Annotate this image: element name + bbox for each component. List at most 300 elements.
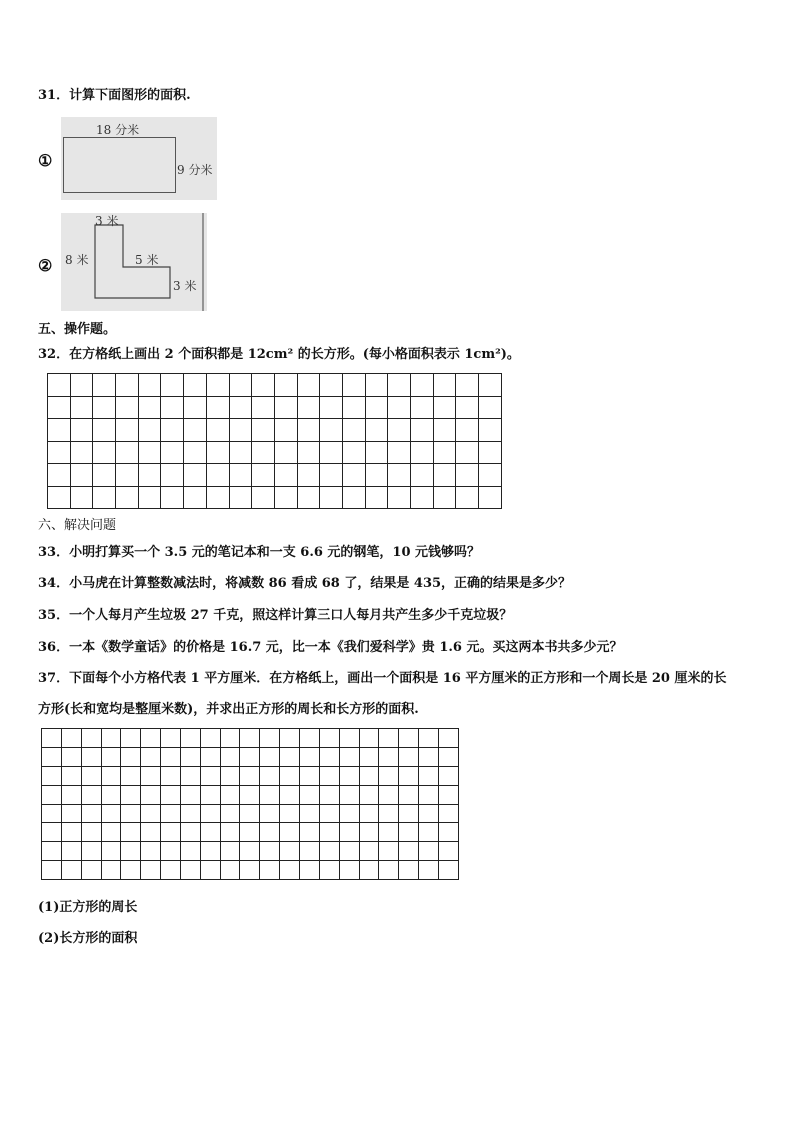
grid-cell[interactable] bbox=[339, 823, 359, 842]
grid-cell[interactable] bbox=[61, 747, 81, 766]
grid-paper-q32[interactable] bbox=[47, 373, 502, 509]
grid-cell[interactable] bbox=[320, 396, 343, 419]
grid-cell[interactable] bbox=[260, 861, 280, 880]
grid-cell[interactable] bbox=[260, 729, 280, 748]
grid-cell[interactable] bbox=[342, 464, 365, 487]
grid-cell[interactable] bbox=[388, 419, 411, 442]
grid-cell[interactable] bbox=[359, 823, 379, 842]
grid-cell[interactable] bbox=[433, 419, 456, 442]
grid-cell[interactable] bbox=[206, 441, 229, 464]
grid-cell[interactable] bbox=[319, 804, 339, 823]
grid-cell[interactable] bbox=[438, 842, 458, 861]
grid-cell[interactable] bbox=[220, 747, 240, 766]
grid-cell[interactable] bbox=[180, 842, 200, 861]
grid-cell[interactable] bbox=[280, 785, 300, 804]
grid-cell[interactable] bbox=[379, 747, 399, 766]
grid-cell[interactable] bbox=[274, 374, 297, 397]
grid-cell[interactable] bbox=[399, 842, 419, 861]
grid-cell[interactable] bbox=[220, 766, 240, 785]
grid-cell[interactable] bbox=[365, 464, 388, 487]
grid-cell[interactable] bbox=[379, 823, 399, 842]
grid-cell[interactable] bbox=[180, 804, 200, 823]
grid-cell[interactable] bbox=[121, 785, 141, 804]
grid-cell[interactable] bbox=[252, 374, 275, 397]
grid-cell[interactable] bbox=[161, 729, 181, 748]
grid-cell[interactable] bbox=[138, 486, 161, 509]
grid-cell[interactable] bbox=[297, 441, 320, 464]
grid-cell[interactable] bbox=[138, 441, 161, 464]
grid-cell[interactable] bbox=[438, 729, 458, 748]
grid-cell[interactable] bbox=[229, 374, 252, 397]
grid-cell[interactable] bbox=[339, 804, 359, 823]
grid-cell[interactable] bbox=[200, 729, 220, 748]
grid-cell[interactable] bbox=[252, 396, 275, 419]
grid-cell[interactable] bbox=[342, 486, 365, 509]
grid-cell[interactable] bbox=[342, 396, 365, 419]
grid-cell[interactable] bbox=[320, 464, 343, 487]
grid-cell[interactable] bbox=[299, 823, 319, 842]
grid-cell[interactable] bbox=[42, 766, 62, 785]
grid-cell[interactable] bbox=[260, 804, 280, 823]
grid-cell[interactable] bbox=[388, 396, 411, 419]
grid-cell[interactable] bbox=[399, 785, 419, 804]
grid-cell[interactable] bbox=[220, 785, 240, 804]
grid-cell[interactable] bbox=[229, 441, 252, 464]
grid-cell[interactable] bbox=[419, 785, 439, 804]
grid-cell[interactable] bbox=[297, 419, 320, 442]
grid-cell[interactable] bbox=[121, 842, 141, 861]
grid-cell[interactable] bbox=[180, 823, 200, 842]
grid-cell[interactable] bbox=[161, 747, 181, 766]
grid-cell[interactable] bbox=[61, 823, 81, 842]
grid-cell[interactable] bbox=[433, 464, 456, 487]
grid-cell[interactable] bbox=[141, 861, 161, 880]
grid-cell[interactable] bbox=[456, 441, 479, 464]
grid-cell[interactable] bbox=[280, 861, 300, 880]
grid-cell[interactable] bbox=[101, 804, 121, 823]
grid-cell[interactable] bbox=[161, 419, 184, 442]
grid-cell[interactable] bbox=[138, 374, 161, 397]
grid-cell[interactable] bbox=[70, 419, 93, 442]
grid-cell[interactable] bbox=[365, 374, 388, 397]
grid-cell[interactable] bbox=[70, 374, 93, 397]
grid-cell[interactable] bbox=[42, 785, 62, 804]
grid-cell[interactable] bbox=[299, 842, 319, 861]
grid-cell[interactable] bbox=[438, 804, 458, 823]
grid-cell[interactable] bbox=[48, 374, 71, 397]
grid-cell[interactable] bbox=[48, 464, 71, 487]
grid-cell[interactable] bbox=[419, 766, 439, 785]
grid-cell[interactable] bbox=[399, 766, 419, 785]
grid-cell[interactable] bbox=[359, 766, 379, 785]
figure-2-l-shape-image bbox=[61, 213, 207, 311]
grid-cell[interactable] bbox=[411, 464, 434, 487]
grid-cell[interactable] bbox=[359, 747, 379, 766]
grid-cell[interactable] bbox=[121, 747, 141, 766]
grid-cell[interactable] bbox=[456, 396, 479, 419]
grid-cell[interactable] bbox=[479, 441, 502, 464]
grid-cell[interactable] bbox=[379, 785, 399, 804]
grid-cell[interactable] bbox=[299, 785, 319, 804]
grid-cell[interactable] bbox=[42, 804, 62, 823]
grid-cell[interactable] bbox=[93, 464, 116, 487]
grid-cell[interactable] bbox=[161, 766, 181, 785]
grid-cell[interactable] bbox=[339, 766, 359, 785]
grid-cell[interactable] bbox=[61, 785, 81, 804]
grid-cell[interactable] bbox=[411, 419, 434, 442]
grid-cell[interactable] bbox=[388, 486, 411, 509]
grid-cell[interactable] bbox=[274, 396, 297, 419]
grid-cell[interactable] bbox=[319, 861, 339, 880]
grid-cell[interactable] bbox=[116, 441, 139, 464]
grid-cell[interactable] bbox=[297, 374, 320, 397]
grid-cell[interactable] bbox=[479, 396, 502, 419]
grid-cell[interactable] bbox=[161, 374, 184, 397]
grid-cell[interactable] bbox=[411, 374, 434, 397]
grid-cell[interactable] bbox=[81, 823, 101, 842]
grid-cell[interactable] bbox=[479, 464, 502, 487]
grid-cell[interactable] bbox=[161, 804, 181, 823]
grid-cell[interactable] bbox=[319, 766, 339, 785]
grid-cell[interactable] bbox=[180, 729, 200, 748]
grid-cell[interactable] bbox=[184, 441, 207, 464]
grid-cell[interactable] bbox=[274, 441, 297, 464]
grid-cell[interactable] bbox=[101, 842, 121, 861]
grid-cell[interactable] bbox=[319, 842, 339, 861]
grid-cell[interactable] bbox=[320, 419, 343, 442]
grid-cell[interactable] bbox=[320, 374, 343, 397]
grid-cell[interactable] bbox=[359, 804, 379, 823]
grid-cell[interactable] bbox=[220, 842, 240, 861]
grid-cell[interactable] bbox=[365, 396, 388, 419]
grid-cell[interactable] bbox=[342, 419, 365, 442]
grid-cell[interactable] bbox=[438, 861, 458, 880]
grid-cell[interactable] bbox=[339, 861, 359, 880]
grid-cell[interactable] bbox=[161, 785, 181, 804]
grid-cell[interactable] bbox=[42, 747, 62, 766]
grid-cell[interactable] bbox=[141, 747, 161, 766]
grid-cell[interactable] bbox=[456, 486, 479, 509]
grid-cell[interactable] bbox=[220, 823, 240, 842]
grid-cell[interactable] bbox=[240, 747, 260, 766]
grid-cell[interactable] bbox=[319, 823, 339, 842]
grid-cell[interactable] bbox=[388, 441, 411, 464]
grid-cell[interactable] bbox=[359, 729, 379, 748]
grid-cell[interactable] bbox=[319, 729, 339, 748]
grid-cell[interactable] bbox=[200, 842, 220, 861]
grid-cell[interactable] bbox=[61, 861, 81, 880]
grid-cell[interactable] bbox=[161, 823, 181, 842]
grid-cell[interactable] bbox=[252, 441, 275, 464]
grid-cell[interactable] bbox=[141, 729, 161, 748]
grid-cell[interactable] bbox=[320, 441, 343, 464]
grid-cell[interactable] bbox=[399, 861, 419, 880]
grid-cell[interactable] bbox=[48, 419, 71, 442]
grid-cell[interactable] bbox=[200, 785, 220, 804]
grid-cell[interactable] bbox=[184, 374, 207, 397]
grid-cell[interactable] bbox=[252, 486, 275, 509]
grid-cell[interactable] bbox=[342, 374, 365, 397]
grid-cell[interactable] bbox=[379, 861, 399, 880]
grid-cell[interactable] bbox=[206, 396, 229, 419]
question-31: 31．计算下面图形的面积. bbox=[38, 88, 191, 103]
grid-cell[interactable] bbox=[399, 804, 419, 823]
grid-cell[interactable] bbox=[419, 842, 439, 861]
grid-cell[interactable] bbox=[101, 823, 121, 842]
grid-cell[interactable] bbox=[81, 842, 101, 861]
grid-cell[interactable] bbox=[206, 464, 229, 487]
grid-cell[interactable] bbox=[200, 861, 220, 880]
grid-cell[interactable] bbox=[379, 804, 399, 823]
grid-cell[interactable] bbox=[70, 464, 93, 487]
grid-cell[interactable] bbox=[240, 861, 260, 880]
grid-cell[interactable] bbox=[438, 823, 458, 842]
grid-cell[interactable] bbox=[419, 747, 439, 766]
grid-cell[interactable] bbox=[81, 785, 101, 804]
grid-cell[interactable] bbox=[399, 729, 419, 748]
grid-cell[interactable] bbox=[93, 374, 116, 397]
grid-cell[interactable] bbox=[93, 486, 116, 509]
grid-cell[interactable] bbox=[260, 823, 280, 842]
grid-cell[interactable] bbox=[70, 396, 93, 419]
grid-cell[interactable] bbox=[365, 486, 388, 509]
grid-cell[interactable] bbox=[220, 861, 240, 880]
grid-cell[interactable] bbox=[479, 419, 502, 442]
grid-cell[interactable] bbox=[121, 823, 141, 842]
grid-cell[interactable] bbox=[399, 747, 419, 766]
grid-cell[interactable] bbox=[138, 396, 161, 419]
grid-cell[interactable] bbox=[220, 729, 240, 748]
grid-cell[interactable] bbox=[411, 486, 434, 509]
grid-cell[interactable] bbox=[200, 804, 220, 823]
grid-cell[interactable] bbox=[260, 747, 280, 766]
grid-cell[interactable] bbox=[419, 861, 439, 880]
grid-cell[interactable] bbox=[379, 842, 399, 861]
grid-cell[interactable] bbox=[419, 823, 439, 842]
grid-cell[interactable] bbox=[252, 464, 275, 487]
grid-cell[interactable] bbox=[121, 766, 141, 785]
question-33: 33．小明打算买一个 3.5 元的笔记本和一支 6.6 元的钢笔，10 元钱够吗？ bbox=[38, 545, 481, 560]
grid-cell[interactable] bbox=[229, 419, 252, 442]
grid-cell[interactable] bbox=[116, 396, 139, 419]
grid-paper-q37[interactable] bbox=[41, 728, 459, 880]
grid-cell[interactable] bbox=[101, 861, 121, 880]
grid-cell[interactable] bbox=[206, 374, 229, 397]
grid-cell[interactable] bbox=[299, 861, 319, 880]
grid-cell[interactable] bbox=[299, 729, 319, 748]
grid-cell[interactable] bbox=[419, 729, 439, 748]
grid-cell[interactable] bbox=[93, 441, 116, 464]
grid-cell[interactable] bbox=[342, 441, 365, 464]
grid-cell[interactable] bbox=[456, 419, 479, 442]
grid-cell[interactable] bbox=[200, 823, 220, 842]
grid-cell[interactable] bbox=[93, 419, 116, 442]
grid-cell[interactable] bbox=[161, 842, 181, 861]
grid-cell[interactable] bbox=[206, 419, 229, 442]
grid-cell[interactable] bbox=[240, 823, 260, 842]
grid-cell[interactable] bbox=[138, 464, 161, 487]
grid-cell[interactable] bbox=[388, 374, 411, 397]
grid-cell[interactable] bbox=[161, 396, 184, 419]
grid-cell[interactable] bbox=[433, 486, 456, 509]
grid-cell[interactable] bbox=[116, 464, 139, 487]
grid-cell[interactable] bbox=[299, 804, 319, 823]
grid-cell[interactable] bbox=[339, 785, 359, 804]
grid-cell[interactable] bbox=[433, 441, 456, 464]
grid-cell[interactable] bbox=[280, 823, 300, 842]
grid-cell[interactable] bbox=[359, 785, 379, 804]
grid-cell[interactable] bbox=[81, 747, 101, 766]
grid-cell[interactable] bbox=[121, 729, 141, 748]
grid-cell[interactable] bbox=[280, 842, 300, 861]
grid-cell[interactable] bbox=[61, 766, 81, 785]
grid-cell[interactable] bbox=[81, 729, 101, 748]
grid-cell[interactable] bbox=[339, 842, 359, 861]
grid-cell[interactable] bbox=[274, 486, 297, 509]
grid-cell[interactable] bbox=[388, 464, 411, 487]
grid-cell[interactable] bbox=[280, 804, 300, 823]
grid-cell[interactable] bbox=[433, 374, 456, 397]
grid-row bbox=[48, 374, 502, 397]
grid-cell[interactable] bbox=[438, 747, 458, 766]
grid-cell[interactable] bbox=[379, 766, 399, 785]
grid-cell[interactable] bbox=[297, 486, 320, 509]
grid-cell[interactable] bbox=[456, 374, 479, 397]
grid-cell[interactable] bbox=[42, 842, 62, 861]
grid-cell[interactable] bbox=[184, 396, 207, 419]
grid-cell[interactable] bbox=[260, 785, 280, 804]
grid-cell[interactable] bbox=[229, 486, 252, 509]
grid-cell[interactable] bbox=[48, 486, 71, 509]
grid-cell[interactable] bbox=[479, 486, 502, 509]
grid-cell[interactable] bbox=[200, 747, 220, 766]
grid-cell[interactable] bbox=[359, 842, 379, 861]
grid-cell[interactable] bbox=[161, 464, 184, 487]
grid-cell[interactable] bbox=[297, 396, 320, 419]
grid-cell[interactable] bbox=[260, 842, 280, 861]
grid-cell[interactable] bbox=[161, 486, 184, 509]
grid-cell[interactable] bbox=[141, 842, 161, 861]
grid-cell[interactable] bbox=[260, 766, 280, 785]
grid-cell[interactable] bbox=[438, 766, 458, 785]
grid-cell[interactable] bbox=[206, 486, 229, 509]
grid-cell[interactable] bbox=[101, 785, 121, 804]
grid-cell[interactable] bbox=[81, 766, 101, 785]
grid-cell[interactable] bbox=[359, 861, 379, 880]
grid-cell[interactable] bbox=[240, 785, 260, 804]
grid-cell[interactable] bbox=[240, 766, 260, 785]
grid-cell[interactable] bbox=[280, 747, 300, 766]
grid-cell[interactable] bbox=[240, 842, 260, 861]
grid-cell[interactable] bbox=[184, 464, 207, 487]
grid-cell[interactable] bbox=[101, 766, 121, 785]
grid-cell[interactable] bbox=[184, 419, 207, 442]
grid-cell[interactable] bbox=[456, 464, 479, 487]
grid-cell[interactable] bbox=[379, 729, 399, 748]
grid-cell[interactable] bbox=[229, 396, 252, 419]
grid-cell[interactable] bbox=[184, 486, 207, 509]
grid-cell[interactable] bbox=[42, 729, 62, 748]
grid-cell[interactable] bbox=[297, 464, 320, 487]
grid-cell[interactable] bbox=[141, 785, 161, 804]
grid-cell[interactable] bbox=[180, 785, 200, 804]
grid-cell[interactable] bbox=[180, 766, 200, 785]
grid-cell[interactable] bbox=[438, 785, 458, 804]
grid-cell[interactable] bbox=[141, 766, 161, 785]
grid-row bbox=[48, 464, 502, 487]
grid-cell[interactable] bbox=[61, 729, 81, 748]
grid-cell[interactable] bbox=[121, 804, 141, 823]
grid-cell[interactable] bbox=[42, 861, 62, 880]
grid-cell[interactable] bbox=[399, 823, 419, 842]
grid-cell[interactable] bbox=[365, 441, 388, 464]
grid-cell[interactable] bbox=[116, 486, 139, 509]
grid-cell[interactable] bbox=[339, 747, 359, 766]
grid-cell[interactable] bbox=[121, 861, 141, 880]
grid-cell[interactable] bbox=[141, 804, 161, 823]
grid-cell[interactable] bbox=[339, 729, 359, 748]
grid-cell[interactable] bbox=[141, 823, 161, 842]
grid-cell[interactable] bbox=[280, 729, 300, 748]
grid-cell[interactable] bbox=[61, 842, 81, 861]
figure-2-top-label: 3 米 bbox=[95, 214, 119, 228]
grid-cell[interactable] bbox=[365, 419, 388, 442]
grid-cell[interactable] bbox=[320, 486, 343, 509]
grid-cell[interactable] bbox=[93, 396, 116, 419]
grid-cell[interactable] bbox=[42, 823, 62, 842]
grid-cell[interactable] bbox=[180, 747, 200, 766]
grid-cell[interactable] bbox=[81, 861, 101, 880]
grid-cell[interactable] bbox=[299, 766, 319, 785]
grid-cell[interactable] bbox=[479, 374, 502, 397]
grid-cell[interactable] bbox=[180, 861, 200, 880]
grid-cell[interactable] bbox=[48, 396, 71, 419]
grid-cell[interactable] bbox=[433, 396, 456, 419]
grid-cell[interactable] bbox=[220, 804, 240, 823]
figure-1-marker: ① bbox=[38, 151, 53, 170]
grid-cell[interactable] bbox=[138, 419, 161, 442]
grid-cell[interactable] bbox=[280, 766, 300, 785]
grid-row bbox=[42, 729, 459, 748]
grid-cell[interactable] bbox=[200, 766, 220, 785]
grid-cell[interactable] bbox=[116, 374, 139, 397]
grid-cell[interactable] bbox=[101, 747, 121, 766]
grid-cell[interactable] bbox=[274, 464, 297, 487]
grid-cell[interactable] bbox=[61, 804, 81, 823]
grid-cell[interactable] bbox=[48, 441, 71, 464]
grid-cell[interactable] bbox=[411, 441, 434, 464]
grid-cell[interactable] bbox=[252, 419, 275, 442]
grid-cell[interactable] bbox=[299, 747, 319, 766]
grid-cell[interactable] bbox=[274, 419, 297, 442]
grid-cell[interactable] bbox=[240, 729, 260, 748]
grid-cell[interactable] bbox=[81, 804, 101, 823]
grid-cell[interactable] bbox=[229, 464, 252, 487]
grid-cell[interactable] bbox=[161, 861, 181, 880]
grid-cell[interactable] bbox=[116, 419, 139, 442]
grid-cell[interactable] bbox=[101, 729, 121, 748]
grid-cell[interactable] bbox=[70, 486, 93, 509]
grid-cell[interactable] bbox=[319, 785, 339, 804]
grid-cell[interactable] bbox=[319, 747, 339, 766]
grid-cell[interactable] bbox=[240, 804, 260, 823]
grid-cell[interactable] bbox=[70, 441, 93, 464]
grid-cell[interactable] bbox=[419, 804, 439, 823]
grid-cell[interactable] bbox=[161, 441, 184, 464]
question-32: 32．在方格纸上画出 2 个面积都是 12cm² 的长方形。(每小格面积表示 1cm²)。 bbox=[38, 347, 520, 362]
grid-cell[interactable] bbox=[411, 396, 434, 419]
grid-row bbox=[48, 441, 502, 464]
